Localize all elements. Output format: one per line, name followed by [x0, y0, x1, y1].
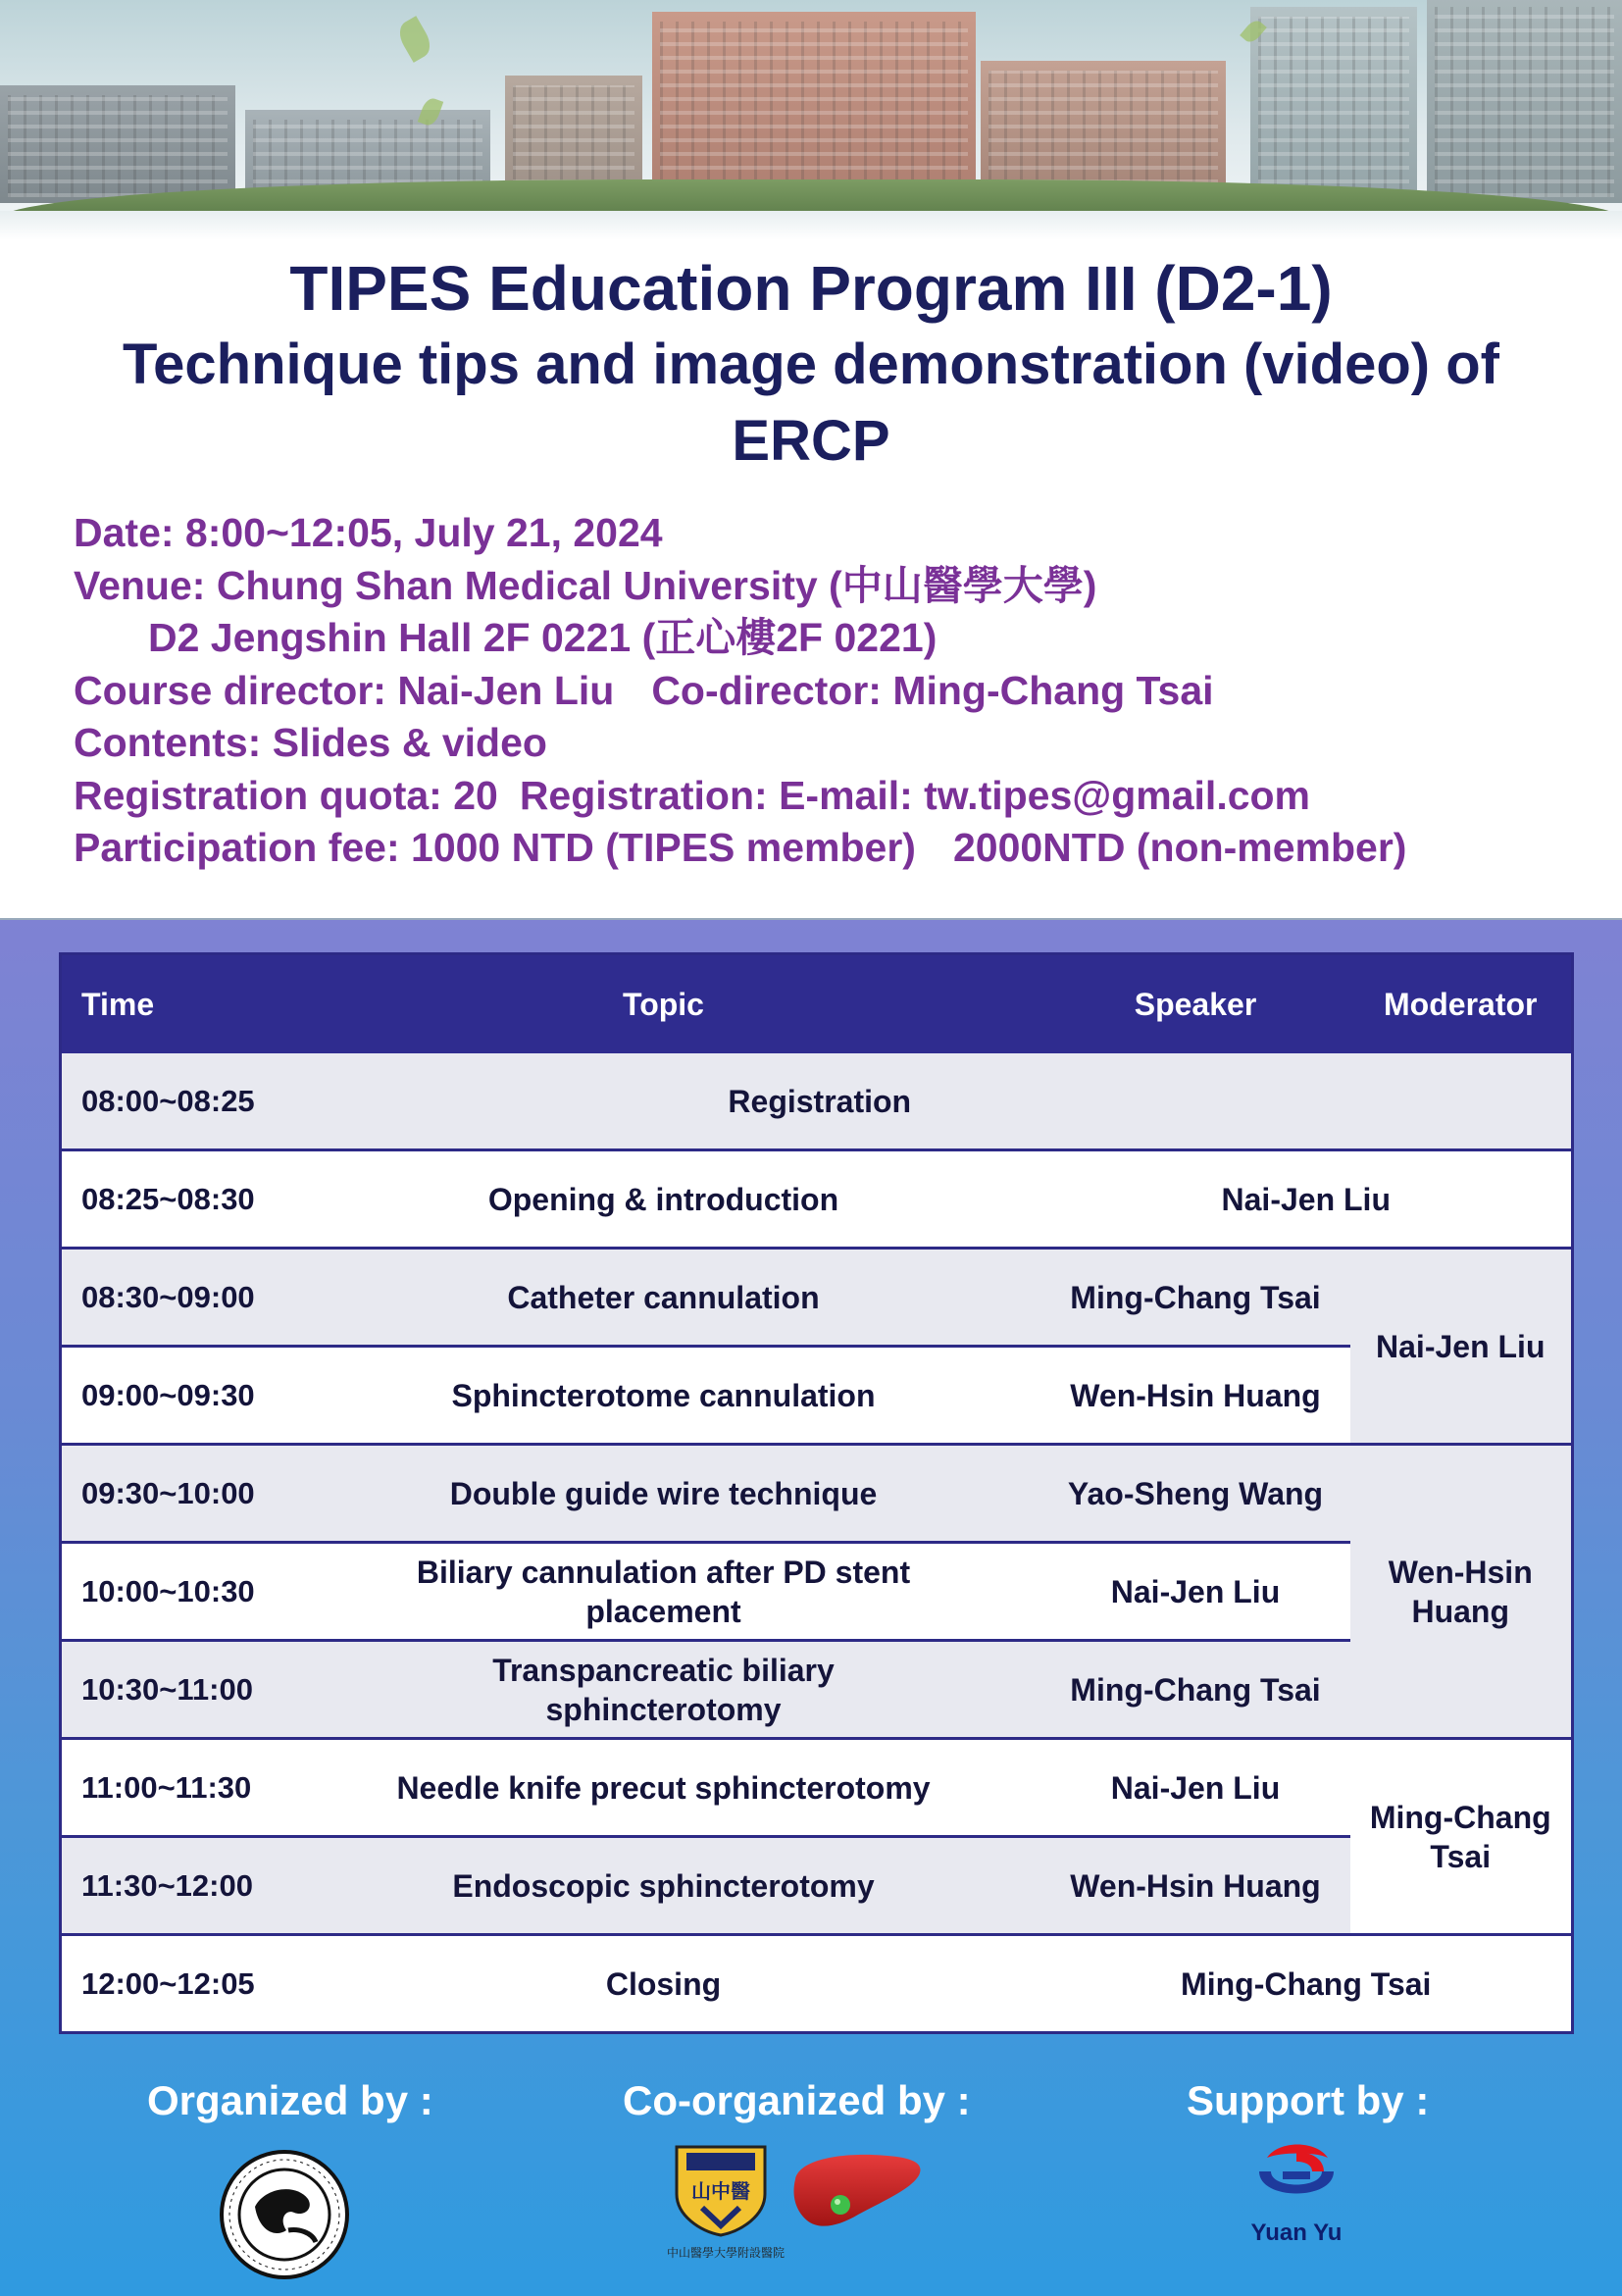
row-time: 11:00~11:30	[61, 1739, 286, 1837]
row-topic: Double guide wire technique	[286, 1445, 1041, 1543]
support-by-label: Support by :	[1187, 2077, 1430, 2123]
program-title	[0, 250, 1622, 480]
row-speaker: Wen-Hsin Huang	[1041, 1837, 1350, 1935]
liver-icon	[789, 2150, 927, 2237]
fee-nonmember: 2000NTD (non-member)	[952, 825, 1407, 870]
row-topic: Closing	[286, 1935, 1041, 2033]
row-time: 10:00~10:30	[61, 1543, 286, 1641]
table-row	[61, 1249, 1573, 1347]
row-time: 12:00~12:05	[61, 1935, 286, 2033]
row-time: 08:30~09:00	[61, 1249, 286, 1347]
table-row	[61, 1837, 1573, 1935]
row-topic-line-1: Biliary cannulation after PD stent	[416, 1554, 911, 1590]
header-banner-photo	[0, 0, 1622, 240]
building	[1427, 0, 1622, 203]
title-line-3: ERCP	[732, 409, 890, 473]
course-director: Course director: Nai-Jen Liu	[74, 667, 615, 713]
registration-email: Registration: E-mail: tw.tipes@gmail.com	[519, 772, 1311, 818]
leaf-icon	[394, 16, 436, 63]
table-row	[61, 1641, 1573, 1739]
table-row	[61, 1150, 1573, 1249]
co-director: Co-director: Ming-Chang Tsai	[651, 667, 1214, 713]
organized-by-label: Organized by :	[147, 2077, 433, 2123]
fee-member: Participation fee: 1000 NTD (TIPES member)	[74, 825, 916, 870]
date-line: Date: 8:00~12:05, July 21, 2024	[74, 510, 663, 555]
row-time: 11:30~12:00	[61, 1837, 286, 1935]
sponsor-name: Yuan Yu	[1250, 2219, 1343, 2246]
header-speaker: Speaker	[1041, 954, 1350, 1054]
row-speaker: Ming-Chang Tsai	[1041, 1641, 1350, 1739]
row-moderator: Ming-Chang Tsai	[1350, 1739, 1573, 1935]
row-topic: Registration	[286, 1053, 1573, 1150]
row-topic	[286, 1641, 1041, 1739]
row-speaker: Nai-Jen Liu	[1041, 1543, 1350, 1641]
row-time: 08:25~08:30	[61, 1150, 286, 1249]
csmu-shield-logo	[673, 2143, 769, 2242]
society-seal-logo	[218, 2148, 351, 2286]
event-info	[74, 507, 1406, 875]
fee-line	[74, 822, 1406, 875]
table-row	[61, 1543, 1573, 1641]
row-time: 09:30~10:00	[61, 1445, 286, 1543]
row-moderator: Nai-Jen Liu	[1350, 1249, 1573, 1445]
row-speaker: Nai-Jen Liu	[1041, 1739, 1350, 1837]
row-topic: Endoscopic sphincterotomy	[286, 1837, 1041, 1935]
header-moderator: Moderator	[1350, 954, 1573, 1054]
director-line	[74, 665, 1406, 718]
row-topic-line-2: sphincterotomy	[545, 1691, 782, 1727]
row-topic-line-2: placement	[585, 1593, 741, 1629]
row-topic: Catheter cannulation	[286, 1249, 1041, 1347]
row-time: 08:00~08:25	[61, 1053, 286, 1150]
row-topic	[286, 1543, 1041, 1641]
building	[1250, 7, 1417, 203]
venue-room-line: D2 Jengshin Hall 2F 0221 (正心樓2F 0221)	[148, 615, 938, 660]
building	[0, 85, 235, 203]
row-time: 09:00~09:30	[61, 1347, 286, 1445]
row-topic: Sphincterotome cannulation	[286, 1347, 1041, 1445]
csmu-logo-glyphs: 山中醫	[691, 2179, 750, 2203]
header-topic: Topic	[286, 954, 1041, 1054]
registration-quota: Registration quota: 20	[74, 772, 498, 818]
title-line-1: TIPES Education Program III (D2-1)	[289, 253, 1333, 324]
contents-line: Contents: Slides & video	[74, 720, 547, 765]
table-row	[61, 1445, 1573, 1543]
co-organized-by-label: Co-organized by :	[623, 2077, 971, 2123]
row-moderator: Wen-Hsin Huang	[1350, 1445, 1573, 1739]
venue-line: Venue: Chung Shan Medical University (中山醫學大學)	[74, 562, 1097, 608]
lawn	[0, 211, 1622, 240]
row-speaker: Yao-Sheng Wang	[1041, 1445, 1350, 1543]
schedule-table	[59, 952, 1574, 2034]
table-header-row	[61, 954, 1573, 1054]
row-topic-line-1: Transpancreatic biliary	[492, 1652, 835, 1688]
table-row	[61, 1739, 1573, 1837]
row-speaker: Wen-Hsin Huang	[1041, 1347, 1350, 1445]
header-time: Time	[61, 954, 286, 1054]
row-speaker: Ming-Chang Tsai	[1041, 1935, 1573, 2033]
csmu-caption: 中山醫學大學附設醫院	[667, 2246, 786, 2260]
table-row	[61, 1935, 1573, 2033]
row-speaker: Ming-Chang Tsai	[1041, 1249, 1350, 1347]
row-time: 10:30~11:00	[61, 1641, 286, 1739]
table-row	[61, 1347, 1573, 1445]
table-row	[61, 1053, 1573, 1150]
row-topic: Opening & introduction	[286, 1150, 1041, 1249]
row-topic: Needle knife precut sphincterotomy	[286, 1739, 1041, 1837]
registration-line	[74, 770, 1406, 823]
row-speaker: Nai-Jen Liu	[1041, 1150, 1573, 1249]
building	[652, 12, 976, 203]
yuan-yu-logo	[1238, 2138, 1355, 2247]
title-line-2: Technique tips and image demonstration (video) of	[123, 332, 1499, 396]
